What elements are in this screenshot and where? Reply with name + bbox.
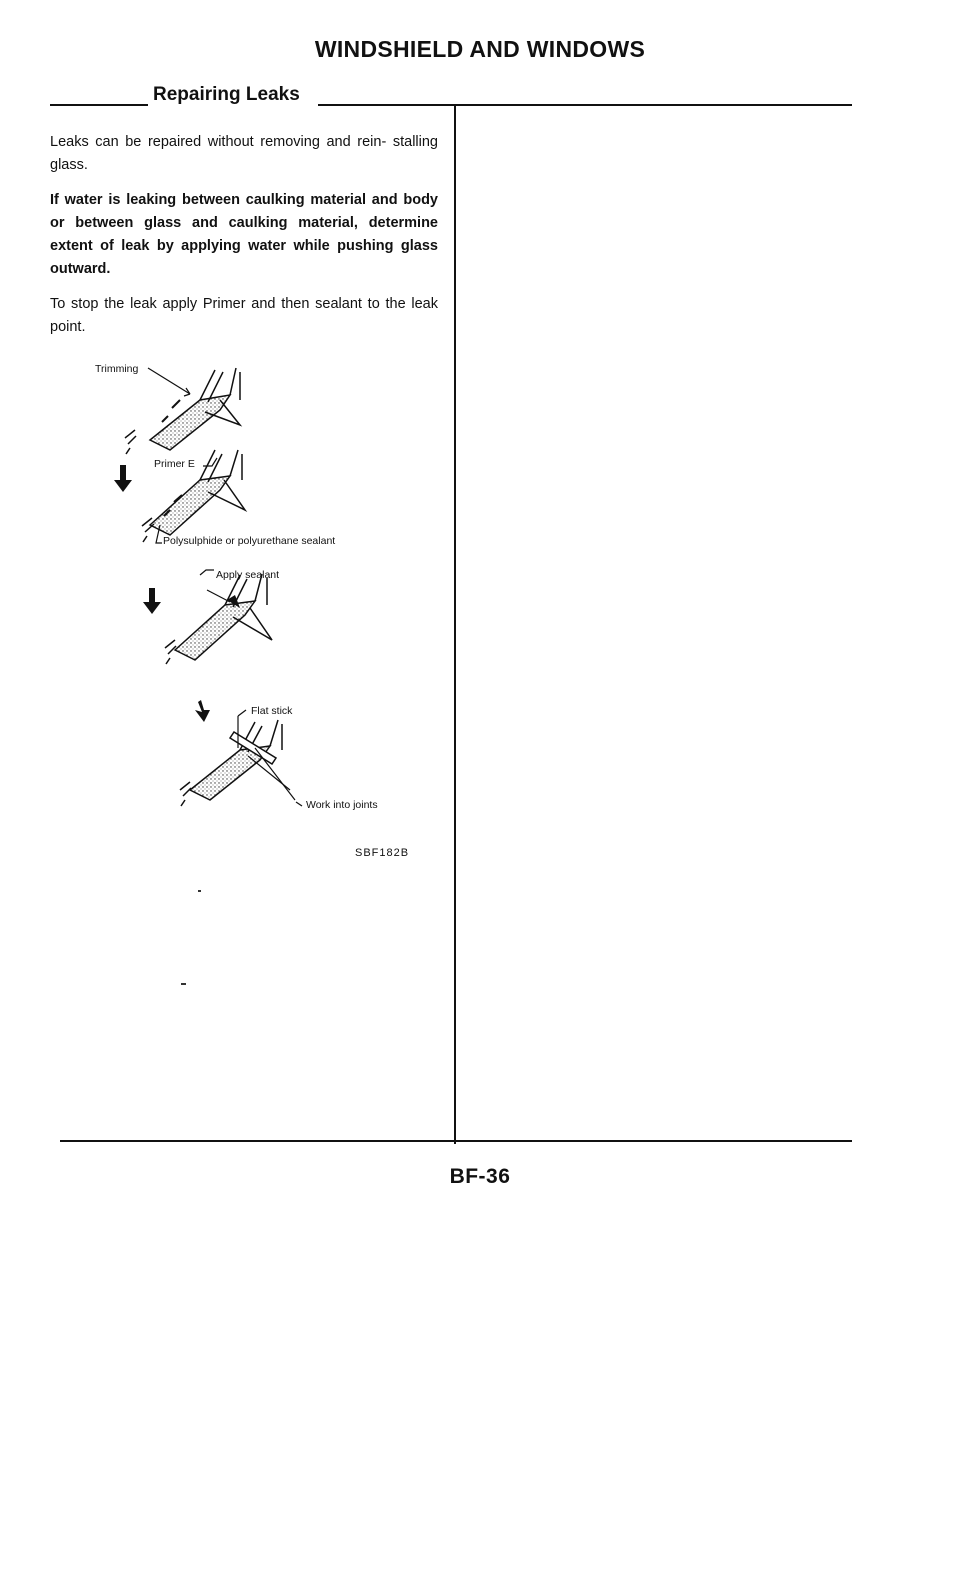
scan-speck [181,983,186,985]
heading-rule-left [50,104,148,106]
footer-rule [60,1140,852,1142]
label-work-into-joints: Work into joints [306,799,378,811]
paragraph-intro: Leaks can be repaired without removing and rein- stalling glass. [50,134,438,173]
label-sealant-type: Polysulphide or polyurethane sealant [163,535,336,547]
repair-illustration [90,350,450,870]
figure-code: SBF182B [355,847,410,859]
page-title: WINDSHIELD AND WINDOWS [314,36,646,62]
label-trimming: Trimming [95,363,139,375]
paragraph-repair: To stop the leak apply Primer and then sealant to the leak point. [50,296,438,335]
step-trimming-drawing [125,368,240,454]
scan-speck [198,890,201,892]
page-number: BF-36 [449,1165,511,1188]
column-divider [454,104,456,1144]
text-column [50,131,438,351]
section-heading [50,84,852,110]
paragraph-check: If water is leaking between caulking material and body or between glass and caulking material, determine extent of leak by applying water while pushing glass outward. [50,192,438,277]
label-primer: Primer E [154,458,195,470]
heading-rule-right [318,104,852,106]
step-apply-drawing [143,570,272,664]
label-flat-stick: Flat stick [251,705,293,717]
repair-steps-drawing [90,350,450,870]
section-title: Repairing Leaks [153,84,300,105]
label-apply-sealant: Apply sealant [216,569,280,581]
